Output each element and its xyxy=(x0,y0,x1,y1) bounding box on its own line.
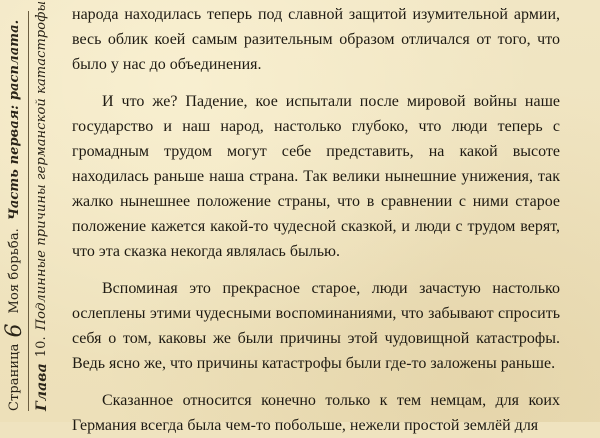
paragraph: народа находилась теперь под славной защитой изумительной армии, весь облик коей самым разительным образом отличался от того, что было у нас до объединения. xyxy=(72,6,560,73)
chapter-label: Глава xyxy=(34,363,50,411)
page-number: 6 xyxy=(2,323,27,338)
header-divider xyxy=(28,11,29,411)
paragraph: Сказанное относится конечно только к тем немцам, для коих Германия всегда была чем-то побольше, нежели простой землёй для xyxy=(72,392,560,434)
page-label: Страница xyxy=(7,343,22,411)
header-line-chapter xyxy=(30,0,54,411)
chapter-title: Подлинные причины германской катастрофы xyxy=(34,0,49,331)
paragraph: Вспоминая это прекрасное старое, люди зачастую настолько ослеплены этими чудесными воспоминаниями, что забывают спросить себя о том, каковы же были причины этой чудовищной катастрофы. Ведь ясно же, что причины катастрофы были где-то заложены раньше. xyxy=(72,280,560,372)
part-title: Часть первая: расплата. xyxy=(7,19,22,221)
header-line-page xyxy=(3,11,27,411)
book-title: Моя борьба. xyxy=(7,228,22,314)
paragraph: И что же? Падение, кое испытали после мировой войны наше государство и наш народ, настолько глубоко, что люди теперь с громадным трудом могут себе представить, на какой высоте находилась раньше наша страна. Так велики нынешние унижения, так жалко нынешнее положение страны, что в сравнении с ними старое положение кажется какой-то чудесной сказкой, и люди с трудом верят, что эта сказка некогда являлась былью. xyxy=(72,93,560,260)
chapter-number: 10. xyxy=(34,336,49,358)
body-text xyxy=(72,2,560,434)
running-header-rotated xyxy=(0,0,60,411)
running-header xyxy=(0,0,60,422)
